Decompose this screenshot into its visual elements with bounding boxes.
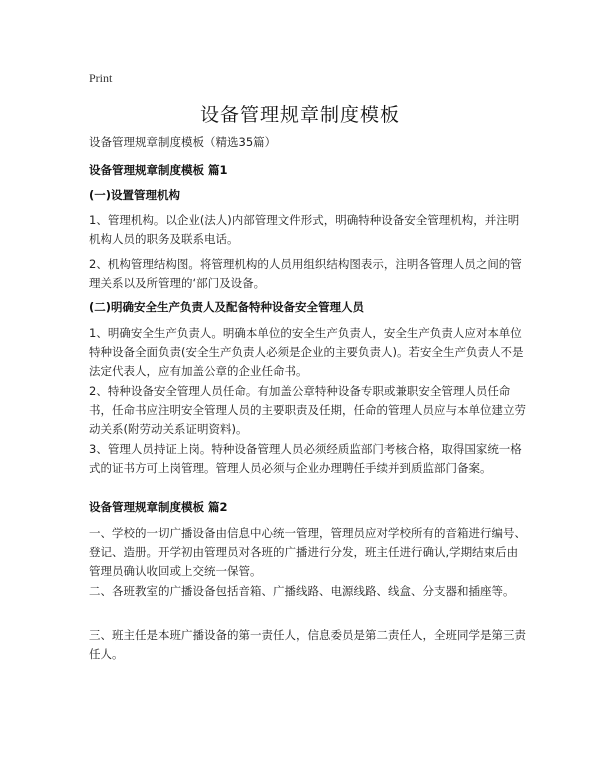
section-1-subheading-2: (二)明确安全生产负责人及配备特种设备安全管理人员 bbox=[89, 300, 365, 314]
page-title: 设备管理规章制度模板 bbox=[199, 104, 400, 126]
section-1-paragraph-4: 2、特种设备安全管理人员任命。有加盖公章特种设备专职或兼职安全管理人员任命书，任命书应注明安全管理人员的主要职责及任期，任命的管理人员应与本单位建立劳动关系(附劳动关系证明资料)。 bbox=[89, 384, 526, 436]
subtitle: 设备管理规章制度模板（精选35篇） bbox=[89, 135, 277, 149]
section-2-heading: 设备管理规章制度模板 篇2 bbox=[89, 500, 228, 514]
section-1-paragraph-1: 1、管理机构。以企业(法人)内部管理文件形式，明确特种设备安全管理机构，并注明机构人员的职务及联系电话。 bbox=[89, 213, 520, 246]
section-2-paragraph-1: 一、学校的一切广播设备由信息中心统一管理，管理员应对学校所有的音箱进行编号、登记、造册。开学初由管理员对各班的广播进行分发，班主任进行确认,学期结束后由管理员确认收回或上交统一保管。 bbox=[89, 526, 526, 578]
section-1-paragraph-2: 2、机构管理结构图。将管理机构的人员用组织结构图表示，注明各管理人员之间的管理关系以及所管理的‘部门及设备。 bbox=[89, 257, 522, 290]
section-1-heading: 设备管理规章制度模板 篇1 bbox=[89, 163, 228, 177]
section-1-paragraph-3: 1、明确安全生产负责人。明确本单位的安全生产负责人，安全生产负责人应对本单位特种设备全面负责(安全生产负责人必须是企业的主要负责人)。若安全生产负责人不是法定代表人，应有加盖公章的企业任命书。 bbox=[89, 326, 524, 378]
section-2-paragraph-2: 二、各班教室的广播设备包括音箱、广播线路、电源线路、线盒、分支器和插座等。 bbox=[89, 584, 515, 598]
section-2-paragraph-3: 三、班主任是本班广播设备的第一责任人，信息委员是第二责任人，全班同学是第三责任人。 bbox=[89, 628, 526, 661]
section-1-paragraph-5: 3、管理人员持证上岗。特种设备管理人员必须经质监部门考核合格，取得国家统一格式的证书方可上岗管理。管理人员必须与企业办理聘任手续并到质监部门备案。 bbox=[89, 442, 522, 475]
print-link[interactable]: Print bbox=[89, 71, 113, 85]
section-1-subheading-1: (一)设置管理机构 bbox=[89, 188, 181, 202]
